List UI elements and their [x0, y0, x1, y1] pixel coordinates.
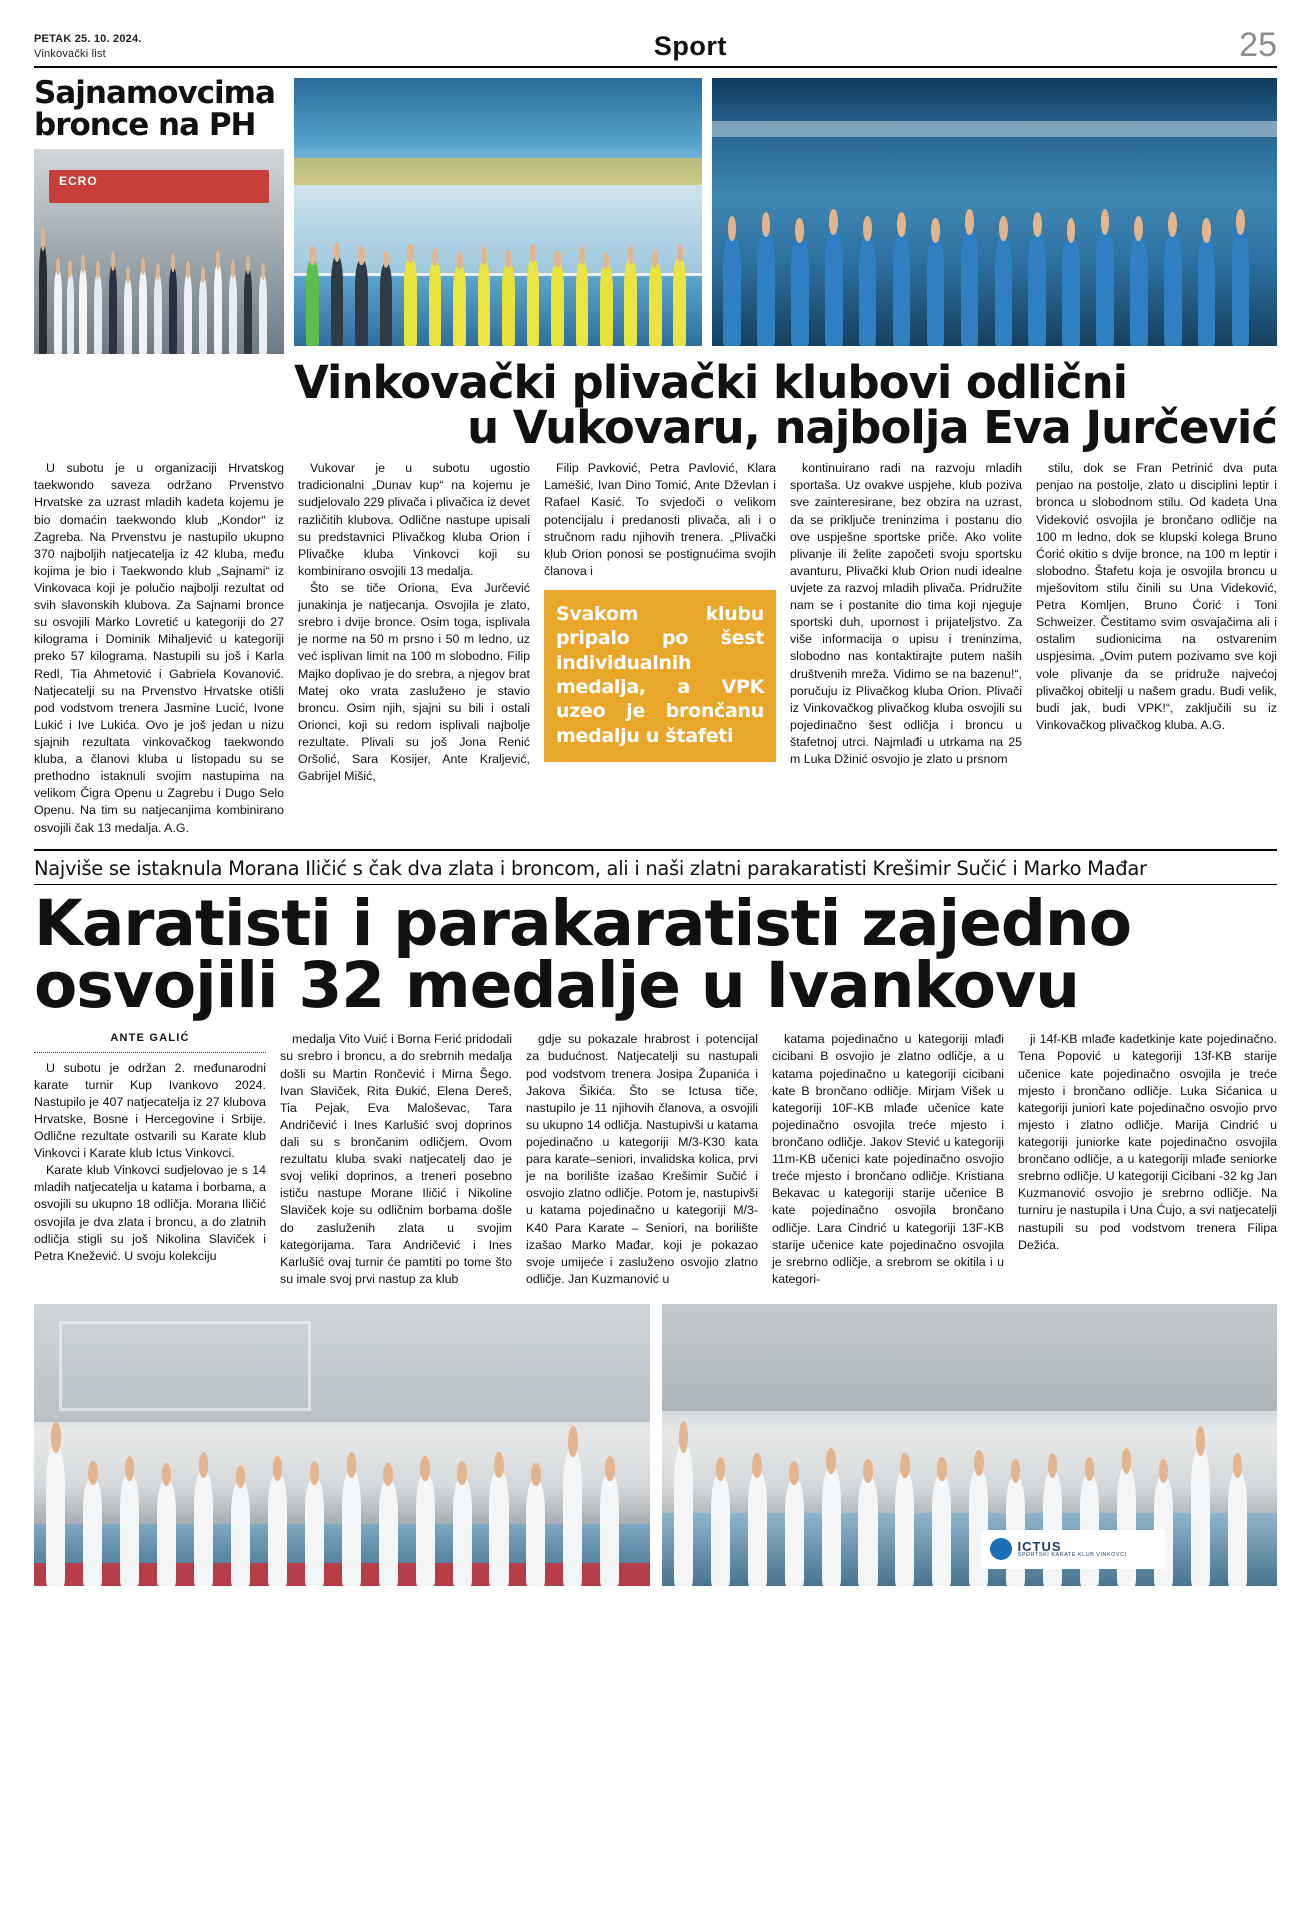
article3-headline	[34, 886, 1277, 1022]
article1-paragraph: U subotu je u organizaciji Hrvatskog taekwondo saveza održano Prvenstvo Hrvatske za uzrast mladih kadeta kojemu je bio domaćin taekwondo klub „Kondor“ iz Zagreba. Na Prvenstvu je nastupilo ukupno 370 najboljih natjecatelja iz 42 kluba, među kojima je bio i Taekwondo klub „Sajnami“ iz Vinkovaca koji je polučio najbolji rezultat od svih slavonskih klubova. Za Sajnami bronce su osvojili Marko Lovretić u kategoriji do 27 kilograma i Dominik Mihaljević u kategoriji preko 57 kilograma. Nastupili su još i Karla Redl, Tia Ahmetović i Gabriela Kovanović. Natjecatelji su na Prvenstvo Hrvatske otišli pod vodstvom trenera Jasmine Lucić, Ivone Lukić i Ive Lukića. Ovo je još jedan u nizu sjajnih rezultata vinkovačkog taekwondo kluba, a članovi kluba u listopadu su se prethodno istaknuli svojim nastupima na velikom Čigra Openu u Zagrebu i Dugo Selo Openu. Na tim su natjecanjima kombinirano osvojili čak 13 medalja. A.G.	[34, 461, 284, 835]
karate-club-vinkovci-photo	[34, 1304, 650, 1586]
masthead-publication: Vinkovački list	[34, 48, 106, 61]
section-title: Sport	[653, 31, 727, 61]
article3-headline-line2: osvojili 32 medalje u Ivankovu	[34, 948, 1079, 1022]
paragraph: medalja Vito Vuić i Borna Ferić pridodali su srebro i broncu, a do srebrnih medalja došli su Martin Rončević i Mirna Šego. Ivan Slaviček, Rita Đukić, Elena Dereš, Tia Pejak, Eva Maloševac, Tara Andričević i Ines Karlušić svoj doprinos dali su s brončanim odličjem. Ovom rezultatu kluba svaki natjecatelj dao je svoj veliki doprinos, a treneri posebno ističu nastupe Morane Iličić i Nikoline Slaviček koje su odličnim borbama došle do zasluženih zlata u svojim kategorijama. Tara Andričević i Ines Karlušić ovaj turnir će pamtiti po tome što su imale svoj prvi nastup za klub	[280, 1032, 512, 1286]
article2-column-3	[790, 460, 1022, 836]
paragraph: Što se tiče Oriona, Eva Jurčević junakinja je natjecanja. Osvojila je zlato, srebro i dvije bronce. Osim toga, isplivala je norme na 50 m prsno i 50 m ledno, uz već isplivan limit na 100 m slobodno. Filip Majko doplivao je do srebra, a njegov brat Matej oko vrata zaslužено je stavio broncu. Osim njih, sjajni su bili i ostali Orionci, koji su redom isplivali najbolje rezultate. Plivali su još Jona Renić Oršolić, Sara Kosijer, Ante Kraljević, Gabrijel Mišić,	[298, 580, 530, 784]
byline-rule	[34, 1051, 266, 1053]
article2-headline-line2: u Vukovaru, najbolja Eva Jurčević	[467, 401, 1277, 455]
article2-column-1	[298, 460, 530, 836]
paragraph: Filip Pavković, Petra Pavlović, Klara Lamešić, Ivan Dino Tomić, Ante Dževlan i Rafael Kasić. To svjedoči o velikom potencijalu i predanosti plivača, ali i o stručnom radu njihovih trenera. „Plivački klub Orion ponosi se postignućima svojih članova i	[544, 461, 776, 578]
paragraph: stilu, dok se Fran Petrinić dva puta penjao na postolje, zlato u disciplini leptir i bronca u slobodnom stilu. Od kadeta Una Videković osvojila je brončano odličje na 100 m ledno, dok se klupski kolega Bruno Ćorić okitio s dvije bronce, na 100 m leptir i slobodno. Štafetu koja je osvojila broncu u mješovitom stilu činili su Una Videković, Petra Komljen, Bruno Ćorić i Toni Schweizer. Čestitamo svim osvajačima ali i ostalim sudionicima na ostvarenim uspjesima. „Ovim putem pozivamo sve koji vole plivanje da se pridruže najvećoj plivačkoj obitelji u našem gradu. Budi velik, budi jak, budi VPK!“, zaključili su iz Vinkovačkog plivačkog kluba. A.G.	[1036, 461, 1277, 732]
pullquote: Svakom klubu pripalo po šest individualnih medalja, a VPK uzeo je brončanu medalju u štafeti	[544, 590, 776, 762]
article1-column	[34, 75, 284, 354]
article3-column-5	[1018, 1031, 1277, 1288]
karate-club-ictus-photo	[662, 1304, 1278, 1586]
masthead	[34, 28, 1277, 68]
masthead-left	[34, 32, 142, 62]
article3-column-3	[526, 1031, 758, 1288]
ictus-banner	[982, 1530, 1167, 1569]
paragraph: U subotu je održan 2. međunarodni karate turnir Kup Ivankovo 2024. Nastupilo je 407 natjecatelja iz 27 klubova Hrvatske, Bosne i Hercegovine i Srbije. Odlične rezultate ostvarili su Karate klub Vinkovci i Karate klub Ictus Vinkovci.	[34, 1060, 266, 1161]
article3-column-2	[280, 1031, 512, 1288]
article3-kicker-bar	[34, 849, 1277, 885]
taekwondo-team-photo: ECRO	[34, 149, 284, 354]
photo-people	[34, 227, 284, 354]
paragraph: gdje su pokazale hrabrost i potencijal za budućnost. Natjecatelji su nastupali pod vodstvom trenera Josipa Županića i Jakova Šikića. Što se Ictusa tiče, nastupilo je 11 njihovih članova, a osvojili su ukupno 14 odličja. Nastupivši u katama pojedinačno u kategoriji M/3-K30 kata para karate–seniori, invalidska kolica, prvi je na borilište izašao Krešimir Sučić i osvojio zlatno odličje. Potom je, nastupivši u katama pojedinačno u kategoriji M/3-K40 Para Karate – Seniori, na borilište izašao Marko Mađar, koji je pokazao svoje umijeće i zasluženo osvojio zlatno odličje. Jan Kuzmanović u	[526, 1032, 758, 1286]
article2-headline-line1: Vinkovački plivački klubovi odlični	[294, 356, 1128, 410]
paragraph: kontinuirano radi na razvoju mladih sportaša. Uz ovakve uspjehe, klub poziva sve zainteresirane, bez obzira na uzrast, da se priključe treninzima i postanu dio ove uspješne sportske priče. Ako volite plivanje ili želite započeti svoju sportsku avanturu, Plivački klub Orion nudi idealne uvjete za razvoj mladih plivača. Pridružite nam se i postanite dio tima koji njeguje sportski duh, upornost i prijateljstvo. Za više informacija o upisu i treninzima, slobodno nas kontaktirajte putem naših društvenih mreža. Vidimo se na bazenu!“, poručuju iz Plivačkog kluba Orion. Plivači iz Vinkovačkog plivačkog kluba osvojili su pojedinačno šest odličja i broncu u štafetnoj utrci. Najmlađi u utrkama na 25 m Luka Džinić osvojio je zlato u prsnom	[790, 461, 1022, 767]
paragraph: ji 14f-KB mlađe kadetkinje kate pojedinačno. Tena Popović u kategoriji 13f-KB starije učenice kate pojedinačno osvojila je treće mjesto i brončano odličje. Luka Sićanica u kategoriji juniori kate pojedinačno osvojio prvo mjesto i zlatno odličje. Marija Cindrić u kategoriji juniorke kate pojedinačno osvojila brončano odličje, a u kategoriji mlađe seniorke srebrno odličje. U kategoriji Cicibani -32 kg Jan Kuzmanović osvojio je srebrno odličje. Na turniru je nastupila i Una Ćujo, a svi natjecatelji nastupili su pod vodstvom trenera Filipa Dežića.	[1018, 1032, 1277, 1252]
article3-kicker: Najviše se istaknula Morana Iličić s čak dva zlata i broncom, ali i naši zlatni parakaratisti Krešimir Sučić i Marko Mađar	[34, 856, 1147, 880]
article1-headline-line2: bronce na PH	[34, 106, 256, 143]
vukovar-pool-photo	[294, 78, 702, 354]
paragraph: Vukovar je u subotu ugostio tradicionalni „Dunav kup“ na kojemu je sudjelovalo 229 plivača i plivačica iz devet različitih klubova. Odlične nastupe upisali su predstavnici Plivačkog kluba Orion i Plivačke kluba Vinkovci koji su kombinirano osvojili 13 medalja.	[298, 461, 530, 578]
ictus-banner-subtitle: SPORTSKI KARATE KLUB VINKOVCI	[1017, 1552, 1127, 1559]
article2-column-4	[1036, 460, 1277, 836]
paragraph: Karate klub Vinkovci sudjelovao je s 14 mladih natjecatelja u katama i borbama, a osvojili su ukupno 18 odličja. Morana Iličić osvojila je dva zlata i broncu, a do zlatnih odličja stigli su još Nikolina Slaviček i Petra Knežević. U svoju kolekciju	[34, 1163, 266, 1263]
page-number: 25	[1239, 26, 1277, 64]
ictus-banner-title: ICTUS	[1017, 1538, 1062, 1554]
masthead-date: PETAK 25. 10. 2024.	[34, 33, 142, 46]
article3-headline-line1: Karatisti i parakaratisti zajedno	[34, 886, 1132, 960]
swim-club-team-photo	[712, 78, 1277, 354]
article2-column-2	[544, 460, 776, 836]
article3-column-1	[34, 1031, 266, 1288]
article3-column-4	[772, 1031, 1004, 1288]
byline: ANTE GALIĆ	[110, 1032, 190, 1045]
article1-headline-line1: Sajnamovcima	[34, 75, 275, 111]
paragraph: katama pojedinačno u kategoriji mlađi cicibani B osvojio je zlatno odličje, a u katama pojedinačno u kategoriji cicibani kate B brončano odličje. Mirjam Višek u kategoriji 10F-KB mlađe učenice kate pojedinačno osvojila treće mjesto i brončano odličje. Jakov Stević u kategoriji 11m-KB učenici kate pojedinačno osvojio treće mjesto i brončano odličje. Kristiana Bekavac u kategoriji starije učenice B kate pojedinačno osvojila brončano odličje. Lara Cindrić u kategoriji 13F-KB starije učenice kate pojedinačno osvojila je srebrno odličje, a srebrom se okitila i u kategori-	[772, 1032, 1004, 1286]
article1-body	[34, 460, 284, 836]
ictus-logo-icon	[990, 1538, 1012, 1560]
